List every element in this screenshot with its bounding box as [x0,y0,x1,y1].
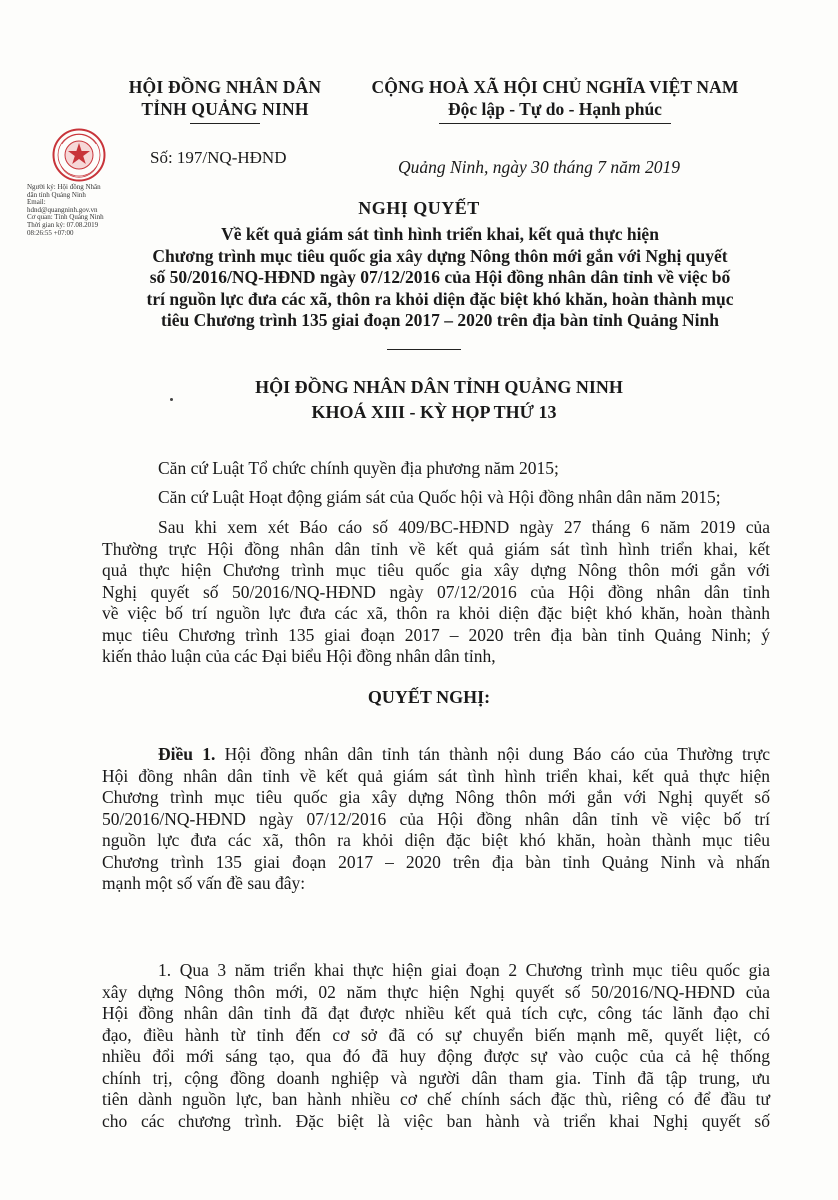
subject-line: tiêu Chương trình 135 giai đoạn 2017 – 2020 trên địa bàn tỉnh Quảng Ninh [161,310,719,330]
document-date: Quảng Ninh, ngày 30 tháng 7 năm 2019 [398,157,680,177]
subject-line: Chương trình mục tiêu quốc gia xây dựng Nông thôn mới gắn với Nghị quyết [152,245,728,266]
item-1 [102,960,770,1132]
document-subject [100,224,780,332]
paragraph-line: xây dựng Nông thôn mới, 02 năm thực hiện Nghị quyết số 50/2016/NQ-HĐND của [102,981,770,1002]
paragraph-line: nguồn lực đưa các xã, thôn ra khỏi diện đặc biệt khó khăn, hoàn thành mục tiêu [102,830,770,850]
motto-underline [439,123,671,124]
paragraph-line: tiên dành nguồn lực, ban hành nhiều cơ chế chính sách đặc thù, riêng có để đầu tư [102,1089,770,1109]
signature-line: Email: [27,198,46,207]
paragraph-line: mục tiêu Chương trình 135 giai đoạn 2017 – 2020 trên địa bàn tỉnh Quảng Ninh; ý [102,624,770,645]
article-1-text: Hội đồng nhân dân tỉnh tán thành nội dung Báo cáo của Thường trực [215,744,770,764]
signature-line: Cơ quan: Tỉnh Quảng Ninh [27,213,104,222]
issuer-block [120,76,330,124]
council-name: HỘI ĐỒNG NHÂN DÂN TỈNH QUẢNG NINH [255,377,623,397]
subject-line: Về kết quả giám sát tình hình triển khai, kết quả thực hiện [221,224,659,244]
paragraph-line: mạnh một số vấn đề sau đây: [102,873,306,893]
article-1-label: Điều 1. [158,744,216,764]
subject-divider [387,349,461,350]
paragraph-line: Thường trực Hội đồng nhân dân tỉnh về kết quả giám sát tình hình triển khai, kết [102,538,770,559]
council-heading [0,375,838,425]
signature-line: 08:26:55 +07:00 [27,228,74,237]
paragraph-line: 1. Qua 3 năm triển khai thực hiện giai đoạn 2 Chương trình mục tiêu quốc gia [158,960,770,980]
paragraph-line: Hội đồng nhân dân tỉnh đã đạt được nhiều kết quả tích cực, công tác lãnh đạo chỉ [102,1003,770,1023]
legal-basis-2: Căn cứ Luật Hoạt động giám sát của Quốc hội và Hội đồng nhân dân năm 2015; [158,487,721,507]
article-1 [102,744,770,895]
document-title: NGHỊ QUYẾT [358,198,480,218]
paragraph-line: quả thực hiện Chương trình mục tiêu quốc gia xây dựng Nông thôn mới gắn với [102,560,770,580]
signature-line: dân tỉnh Quảng Ninh [27,190,86,199]
paragraph-line: Chương trình mục tiêu quốc gia xây dựng Nông thôn mới gắn với Nghị quyết số [102,787,770,807]
subject-line: số 50/2016/NQ-HĐND ngày 07/12/2016 của Hội đồng nhân dân tỉnh về việc bố [149,267,731,287]
scan-speck [170,398,173,401]
paragraph-line: Chương trình 135 giai đoạn 2017 – 2020 trên địa bàn tỉnh Quảng Ninh và nhấn [102,851,770,872]
legal-basis-1: Căn cứ Luật Tổ chức chính quyền địa phương năm 2015; [158,458,559,478]
paragraph-line: kiến thảo luận của các Đại biểu Hội đồng nhân dân tỉnh, [102,646,496,666]
signature-line: Người ký: Hội đồng Nhân [27,183,101,191]
paragraph-line: đạo, điều hành từ tỉnh đến cơ sở đã có sự chuyển biến mạnh mẽ, quyết liệt, có [102,1024,770,1045]
document-number: Số: 197/NQ-HĐND [150,148,287,167]
issuer-line-1: HỘI ĐỒNG NHÂN DÂN [128,77,322,97]
state-emblem-seal-icon [52,128,106,182]
paragraph-line: cho các chương trình. Đặc biệt là việc ban hành và triển khai Nghị quyết số [102,1110,770,1131]
review-paragraph [102,517,770,668]
paragraph-line: 50/2016/NQ-HĐND ngày 07/12/2016 của Hội đồng nhân dân tỉnh về việc bố trí [102,808,770,829]
national-motto-block [360,76,750,124]
paragraph-line: chính trị, cộng đồng doanh nghiệp và người dân tham gia. Tỉnh đã tập trung, ưu [102,1067,770,1088]
resolves-heading: QUYẾT NGHỊ: [367,687,491,707]
subject-line: trí nguồn lực đưa các xã, thôn ra khỏi diện đặc biệt khó khăn, hoàn thành mục [146,288,734,309]
council-session: KHOÁ XIII - KỲ HỌP THỨ 13 [311,402,557,422]
issuer-underline [190,123,260,124]
paragraph-line: Nghị quyết số 50/2016/NQ-HĐND ngày 07/12/2016 của Hội đồng nhân dân tỉnh [102,581,770,602]
country-name: CỘNG HOÀ XÃ HỘI CHỦ NGHĨA VIỆT NAM [371,77,739,97]
paragraph-line: Sau khi xem xét Báo cáo số 409/BC-HĐND ngày 27 tháng 6 năm 2019 của [158,517,770,537]
paragraph-line: Hội đồng nhân dân tỉnh về kết quả giám sát tình hình triển khai, kết quả thực hiện [102,765,770,786]
signature-line: hdnd@quangninh.gov.vn [27,205,98,214]
signature-line: Thời gian ký: 07.08.2019 [27,220,99,229]
motto: Độc lập - Tự do - Hạnh phúc [448,99,662,119]
paragraph-line [102,744,770,766]
issuer-line-2: TỈNH QUẢNG NINH [141,99,309,119]
paragraph-line: về việc bố trí nguồn lực đưa các xã, thôn ra khỏi diện đặc biệt khó khăn, hoàn thành [102,603,770,623]
paragraph-line: nhiều đổi mới sáng tạo, qua đó đã huy động được sự vào cuộc của cả hệ thống [102,1046,770,1066]
